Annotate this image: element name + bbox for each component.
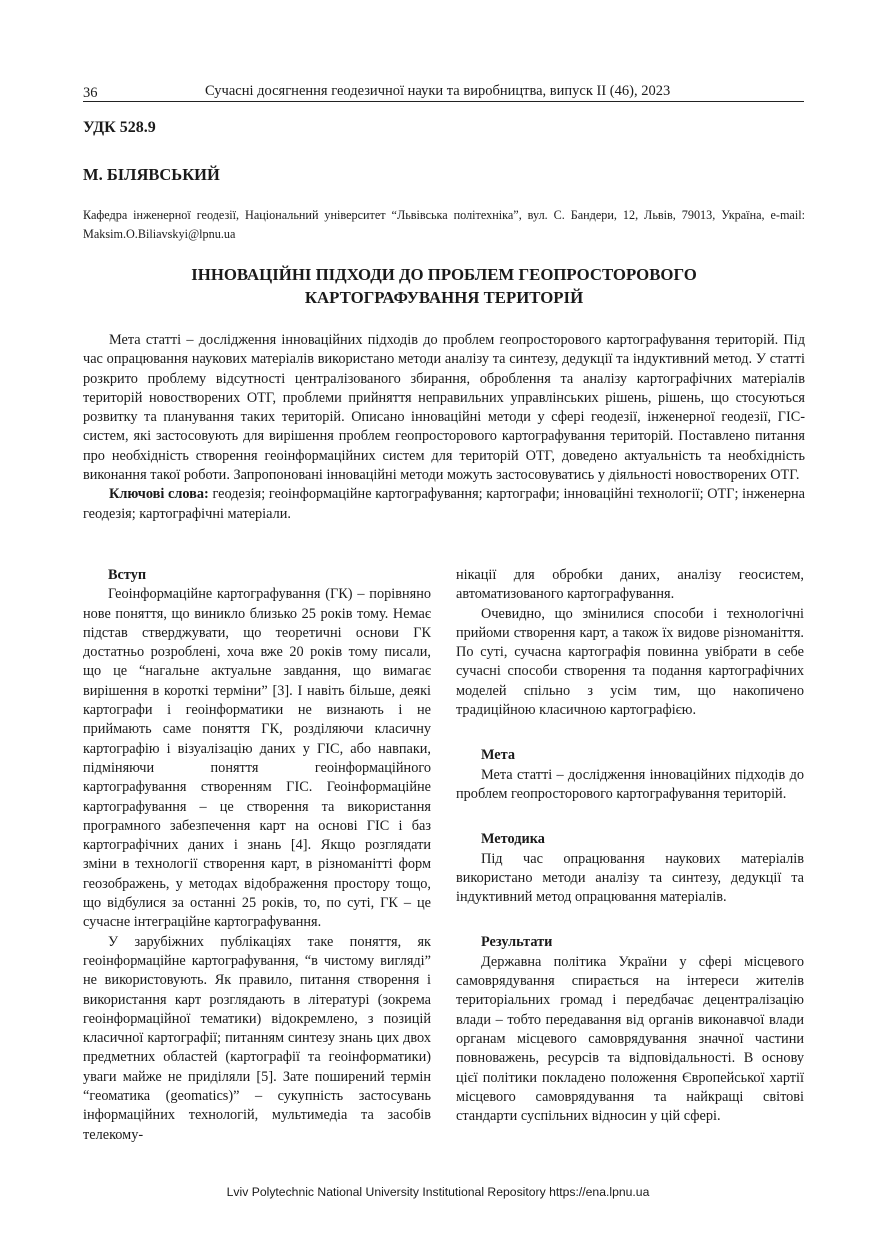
- article-title-line-1: ІННОВАЦІЙНІ ПІДХОДИ ДО ПРОБЛЕМ ГЕОПРОСТОРОВОГО: [191, 265, 697, 284]
- section-heading-methods: Методика: [481, 831, 545, 848]
- methods-text: Під час опрацювання наукових матеріалів використано методи аналізу та синтезу, дедукції та індуктивний метод опрацювання матеріалів.: [456, 850, 804, 906]
- abstract: [83, 331, 805, 524]
- article-title-line-2: КАРТОГРАФУВАННЯ ТЕРИТОРІЙ: [304, 288, 584, 307]
- intro-paragraph-1: Геоінформаційне картографування (ГК) – порівняно нове поняття, що виникло близько 25 років тому. Немає підстав стверджувати, що теоретичні основи ГК достатньо розроблені, хоча вже 20 років тому писали, що це “нагальне актуальне завдання, що вимагає вирішення в короткі терміни” [3]. І навіть більше, деякі картографи і геоінформатики не визнають і не приймають саме поняття ГК, розділяючи класичну картографію і візуалізацію даних у ГІС, або навпаки, підміняючи поняття геоінформаційного картографування створенням ГІС. Геоінформаційне картографування – це створення та використання програмного забезпечення карт на основі ГІС і баз картографічних даних і знань [4]. Якщо розглядати зміни в технології створення карт, в різноманітті форм геозображень, у методах відображення простору тощо, що відбулися за останні 25 років, то, по суті, ГК – це сучасне інтеграційне картографування.: [83, 586, 431, 931]
- intro-paragraph-2-continued: нікації для обробки даних, аналізу геосистем, автоматизованого картографування.: [456, 567, 804, 603]
- left-column: [83, 566, 431, 1145]
- abstract-text: Мета статті – дослідження інноваційних підходів до проблем геопросторового картографування територій. Під час опрацювання наукових матеріалів використано методи аналізу та синтезу, дедукції та індуктивний метод. У статті розкрито проблему відсутності централізованого збирання, оброблення та аналізу картографічних матеріалів територій новостворених ОТГ, проблеми прийняття неправильних управлінських рішень, рішень, що стосуються розвитку та планування таких територій. Описано інноваційні методи у сфері геодезії, інженерної геодезії, ГІС-систем, які застосовують для вирішення проблем геопросторового картографування територій. Поставлено питання про необхідність створення геоінформаційних систем для територій ОТГ, доведено актуальність та необхідність виконання такої роботи. Запропоновані інноваційні методи можуть застосовуватись у діяльності новостворених ОТГ.: [83, 332, 805, 484]
- section-heading-results: Результати: [481, 934, 553, 951]
- aim-text: Мета статті – дослідження інноваційних підходів до проблем геопросторового картографування територій.: [456, 766, 804, 802]
- keywords: [83, 485, 805, 524]
- author-affiliation: Кафедра інженерної геодезії, Національний університет “Львівська політехніка”, вул. С. Бандери, 12, Львів, 79013, Україна, e-mail: Maksim.O.Biliavskyi@lpnu.ua: [83, 208, 805, 241]
- results-text: Державна політика України у сфері місцевого самоврядування спирається на інтереси жителів територіальних громад і передбачає децентралізацію влади – тобто передавання від органів виконавчої влади органам місцевого самоврядування значної частини повноважень, ресурсів та відповідальності. В основу цієї політики покладено положення Європейської хартії місцевого самоврядування та найкращі світові стандарти суспільних відносин у цій сфері.: [456, 953, 804, 1125]
- author-name: М. БІЛЯВСЬКИЙ: [83, 165, 220, 184]
- keywords-label: Ключові слова:: [109, 486, 209, 503]
- journal-running-title: Сучасні досягнення геодезичної науки та виробництва, випуск II (46), 2023: [205, 83, 671, 99]
- intro-paragraph-3: Очевидно, що змінилися способи і технологічні прийоми створення карт, а також їх видове різноманіття. По суті, сучасна картографія повинна увібрати в себе сучасні способи створення та подання картографічних моделей спільно з усім тим, що накопичено традиційною класичною картографією.: [456, 605, 804, 719]
- intro-paragraph-2: У зарубіжних публікаціях таке поняття, як геоінформаційне картографування, “в чистому вигляді” не використовують. Як правило, питання створення і використання карт розглядають в літературі (зокрема геоінформаційної тематики) відокремлено, з позицій класичної картографії; питанням синтезу знань цих двох предметних областей (картографії та геоінформатики) уваги майже не приділяли [5]. Зате поширений термін “геоматика (geomatics)” – сукупність застосувань інформаційних технологій, мультимедіа та засобів телекому-: [83, 933, 431, 1143]
- section-heading-intro: Вступ: [108, 567, 147, 583]
- udc-code: УДК 528.9: [83, 119, 156, 136]
- repository-footer: Lviv Polytechnic National University Institutional Repository https://ena.lpnu.ua: [226, 1185, 650, 1199]
- article-title: [83, 263, 805, 309]
- page-number: 36: [83, 85, 98, 101]
- header-rule: [83, 101, 804, 102]
- right-column: [456, 566, 804, 1126]
- keywords-list: геодезія; геоінформаційне картографування; картографи; інноваційні технології; ОТГ; інженерна геодезія; картографічні матеріали.: [83, 486, 805, 522]
- section-heading-aim: Мета: [481, 747, 515, 764]
